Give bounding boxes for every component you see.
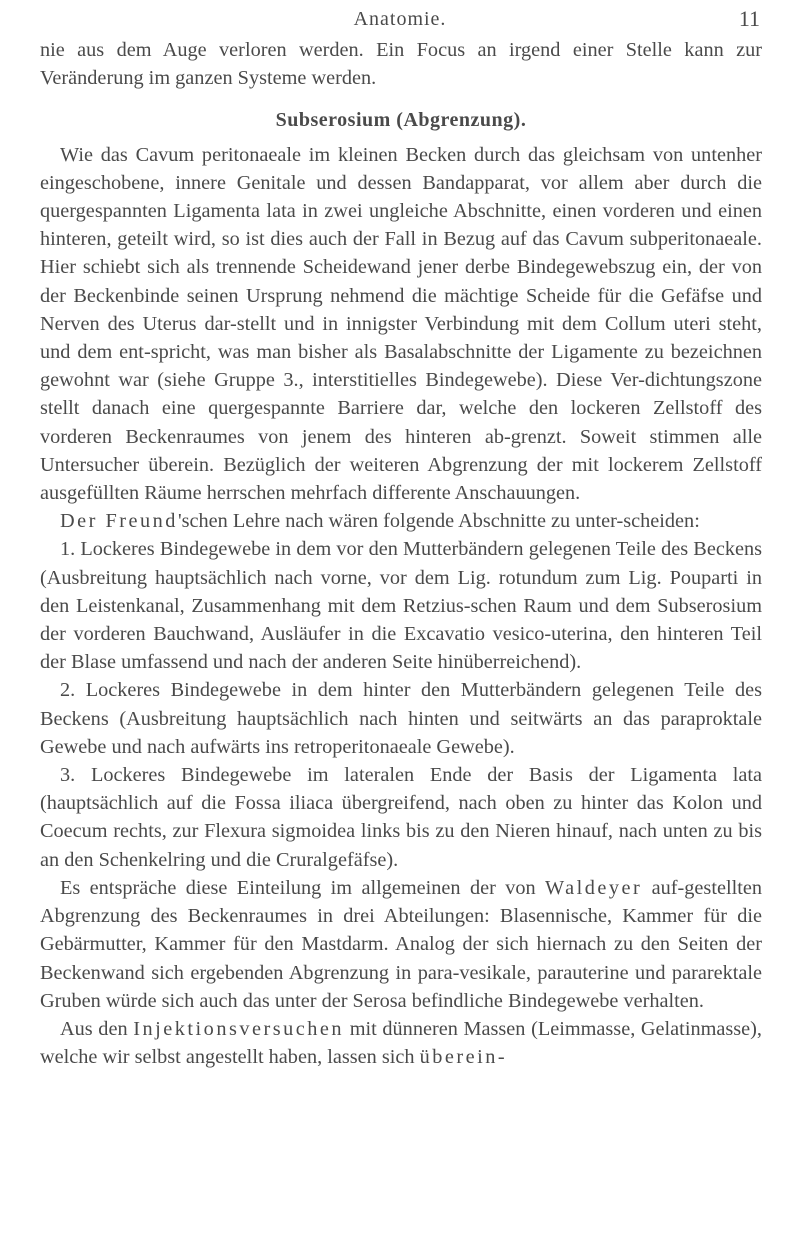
list-item-1: 1. Lockeres Bindegewebe in dem vor den Mutterbändern gelegenen Teile des Beckens (Ausbreitung hauptsächlich nach vorne, vor dem Lig. rotundum zum Lig. Pouparti in den Leistenkanal, Zusammenhang mit dem Retzius-schen Raum und dem Subserosium der vorderen Bauchwand, Ausläufer in die Excavatio vesico-uterina, den hinteren Teil der Blase umfassend und nach der anderen Seite hinüberreichend).	[40, 538, 762, 674]
page-number: 11	[738, 6, 760, 31]
paragraph-subperitoneal-division: Wie das Cavum peritonaeale im kleinen Becken durch das gleichsam von untenher eingeschobene, innere Genitale und dessen Bandapparat, vor allem aber durch die quergespannten Ligamenta lata in zwei ungleiche Abschnitte, einen vorderen und einen hinteren, geteilt wird, so ist dies auch der Fall in Bezug auf das Cavum subperitonaeale. Hier schiebt sich als trennende Scheidewand jener derbe Bindegewebszug ein, der von der Beckenbinde seinen Ursprung nehmend die mächtige Scheide für die Gefäfse und Nerven des Uterus dar-stellt und in innigster Verbindung mit dem Collum uteri steht, und dem ent-spricht, was man bisher als Basalabschnitte der Ligamente zu bezeichnen gewohnt war (siehe Gruppe 3., interstitielles Bindegewebe). Diese Ver-dichtungszone stellt danach eine quergespannte Barriere dar, welche den lockeren Zellstoff des vorderen Beckenraumes von jenem des hinteren ab-grenzt. Soweit stimmen alle Untersucher überein. Bezüglich der weiteren Abgrenzung der mit lockerem Zellstoff ausgefüllten Räume herrschen mehrfach differente Anschauungen.	[40, 143, 762, 505]
paragraph-waldeyer-rest: auf-gestellten Abgrenzung des Beckenraumes in drei Abteilungen: Blasennische, Kammer für die Gebärmutter, Kammer für den Mastdarm. Analog der sich hiernach zu den Seiten der Beckenwand sich ergebenden Abgrenzung in para-vesikale, parauterine und pararektale Gruben würde sich auch das unter der Serosa befindliche Bindegewebe verhalten.	[40, 876, 763, 1012]
list-item-2: 2. Lockeres Bindegewebe in dem hinter den Mutterbändern gelegenen Teile des Beckens (Ausbreitung hauptsächlich nach hinten und seitwärts an das paraproktale Gewebe und nach aufwärts ins retroperitonaeale Gewebe).	[40, 679, 762, 758]
term-injektionsversuchen: Injektionsversuchen	[133, 1017, 345, 1040]
section-heading: Subserosium (Abgrenzung).	[275, 109, 527, 132]
paragraph-waldeyer-start: Es entspräche diese Einteilung im allgemeinen der von	[60, 876, 536, 899]
running-header	[40, 4, 760, 34]
paragraph-injection-middle: mit dünneren Massen (Leimmasse, Gelatinmasse), welche wir selbst angestellt haben, lassen sich	[40, 1017, 762, 1069]
paragraph-continuation: nie aus dem Auge verloren werden. Ein Focus an irgend einer Stelle kann zur Veränderung im ganzen Systeme werden.	[40, 39, 762, 90]
paragraph-freund-rest: 'schen Lehre nach wären folgende Abschnitte zu unter-scheiden:	[177, 510, 700, 533]
paragraph-injection-end: überein-	[419, 1046, 508, 1069]
paragraph-injection-start: Aus den	[60, 1017, 128, 1040]
running-title: Anatomie.	[353, 8, 447, 30]
body-text	[40, 36, 762, 1071]
author-name-waldeyer: Waldeyer	[545, 876, 643, 899]
paragraph-waldeyer	[40, 874, 762, 1015]
list-item-3: 3. Lockeres Bindegewebe im lateralen Ende der Basis der Ligamenta lata (hauptsächlich auf die Fossa iliaca übergreifend, nach oben zu hinter das Kolon und Coecum rechts, zur Flexura sigmoidea links bis zu den Nieren hinauf, nach unten zu bis an den Schenkelring und die Cruralgefäfse).	[40, 764, 762, 871]
paragraph-injection-experiments	[40, 1015, 762, 1071]
author-name-freund: Der Freund	[60, 510, 178, 533]
paragraph-freund-teaching	[40, 507, 762, 535]
